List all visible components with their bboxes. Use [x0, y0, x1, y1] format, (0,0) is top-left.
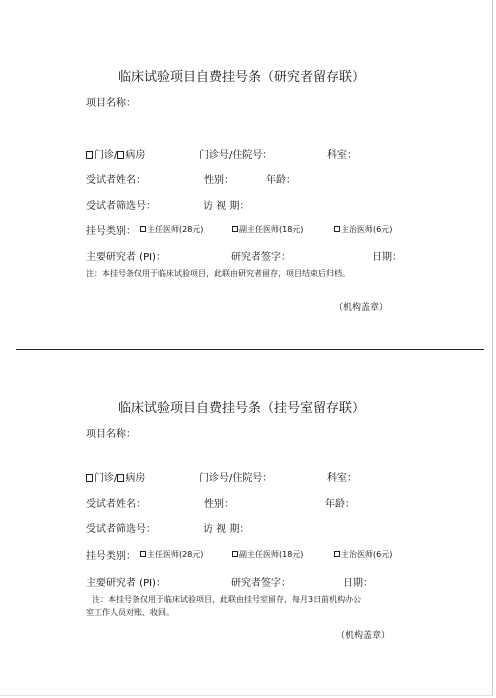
- age-label: 年龄：: [266, 175, 296, 186]
- visit-period-label: 访 视 期：: [203, 201, 250, 212]
- reg-option-1[interactable]: [140, 224, 203, 235]
- note-text: 注：本挂号条仅用于临床试验项目，此联由研究者留存，项目结束后归档。: [86, 269, 350, 278]
- ward-checkbox[interactable]: [117, 474, 124, 482]
- reg-option-3-checkbox[interactable]: [334, 551, 340, 557]
- date-label: 日期：: [343, 578, 373, 589]
- pi-label: 主要研究者 (PI)：: [86, 578, 166, 589]
- reg-option-2-checkbox[interactable]: [232, 226, 238, 232]
- gender-label: 性别：: [204, 499, 234, 510]
- reg-option-3[interactable]: [334, 549, 392, 560]
- pi-label: 主要研究者 (PI)：: [86, 252, 166, 263]
- reg-type-row: [86, 547, 136, 562]
- institution-seal-label: （机构盖章）: [334, 303, 389, 313]
- reg-option-3-label: 主治医师(6元): [341, 550, 393, 559]
- reg-option-3-label: 主治医师(6元): [341, 225, 393, 234]
- reg-option-2[interactable]: [232, 224, 303, 235]
- form-title: 临床试验项目自费挂号条（挂号室留存联）: [118, 401, 366, 416]
- reg-option-2[interactable]: [232, 549, 303, 560]
- ward-checkbox[interactable]: [117, 151, 124, 159]
- ward-label: 病房: [125, 150, 146, 161]
- reg-type-label: 挂号类别：: [86, 226, 136, 237]
- reg-option-1-label: 主任医师(28元): [147, 550, 204, 559]
- outpatient-no-label: 门诊号/住院号：: [199, 473, 273, 484]
- reg-option-2-label: 副主任医师(18元): [239, 225, 304, 234]
- reg-option-2-checkbox[interactable]: [232, 551, 238, 557]
- reg-option-1-checkbox[interactable]: [140, 551, 146, 557]
- department-label: 科室：: [327, 150, 357, 161]
- visit-period-label: 访 视 期：: [203, 524, 250, 535]
- outpatient-checkbox[interactable]: [86, 151, 93, 159]
- ward-label: 病房: [125, 473, 146, 484]
- reg-type-row: [86, 222, 136, 237]
- subject-name-label: 受试者姓名：: [86, 175, 146, 186]
- reg-option-2-label: 副主任医师(18元): [239, 550, 304, 559]
- reg-option-1-checkbox[interactable]: [140, 226, 146, 232]
- gender-label: 性别：: [204, 175, 234, 186]
- note-text-line-1: 注：本挂号条仅用于临床试验项目，此联由挂号室留存，每月3日前机构办公: [92, 595, 362, 604]
- age-label: 年龄：: [325, 499, 355, 510]
- researcher-sign-label: 研究者签字：: [231, 578, 291, 589]
- note-text-line-2: 室工作人员对账、收回。: [86, 608, 174, 617]
- reg-option-3[interactable]: [334, 224, 392, 235]
- form-title: 临床试验项目自费挂号条（研究者留存联）: [118, 70, 366, 85]
- visit-type-options: [86, 146, 145, 161]
- tear-off-divider: [16, 349, 484, 350]
- reg-option-3-checkbox[interactable]: [334, 226, 340, 232]
- outpatient-checkbox[interactable]: [86, 474, 93, 482]
- institution-seal-label: （机构盖章）: [336, 631, 391, 641]
- reg-option-1[interactable]: [140, 549, 203, 560]
- project-name-label: 项目名称：: [86, 98, 136, 109]
- visit-type-options: [86, 469, 145, 484]
- reg-type-label: 挂号类别：: [86, 551, 136, 562]
- outpatient-label: 门诊/: [94, 150, 118, 161]
- date-label: 日期：: [372, 252, 402, 263]
- reg-option-1-label: 主任医师(28元): [147, 225, 204, 234]
- department-label: 科室：: [327, 473, 357, 484]
- outpatient-label: 门诊/: [94, 473, 118, 484]
- project-name-label: 项目名称：: [86, 429, 136, 440]
- researcher-sign-label: 研究者签字：: [231, 252, 291, 263]
- subject-name-label: 受试者姓名：: [86, 499, 146, 510]
- screening-no-label: 受试者筛选号：: [86, 201, 156, 212]
- outpatient-no-label: 门诊号/住院号：: [199, 150, 273, 161]
- screening-no-label: 受试者筛选号：: [86, 524, 156, 535]
